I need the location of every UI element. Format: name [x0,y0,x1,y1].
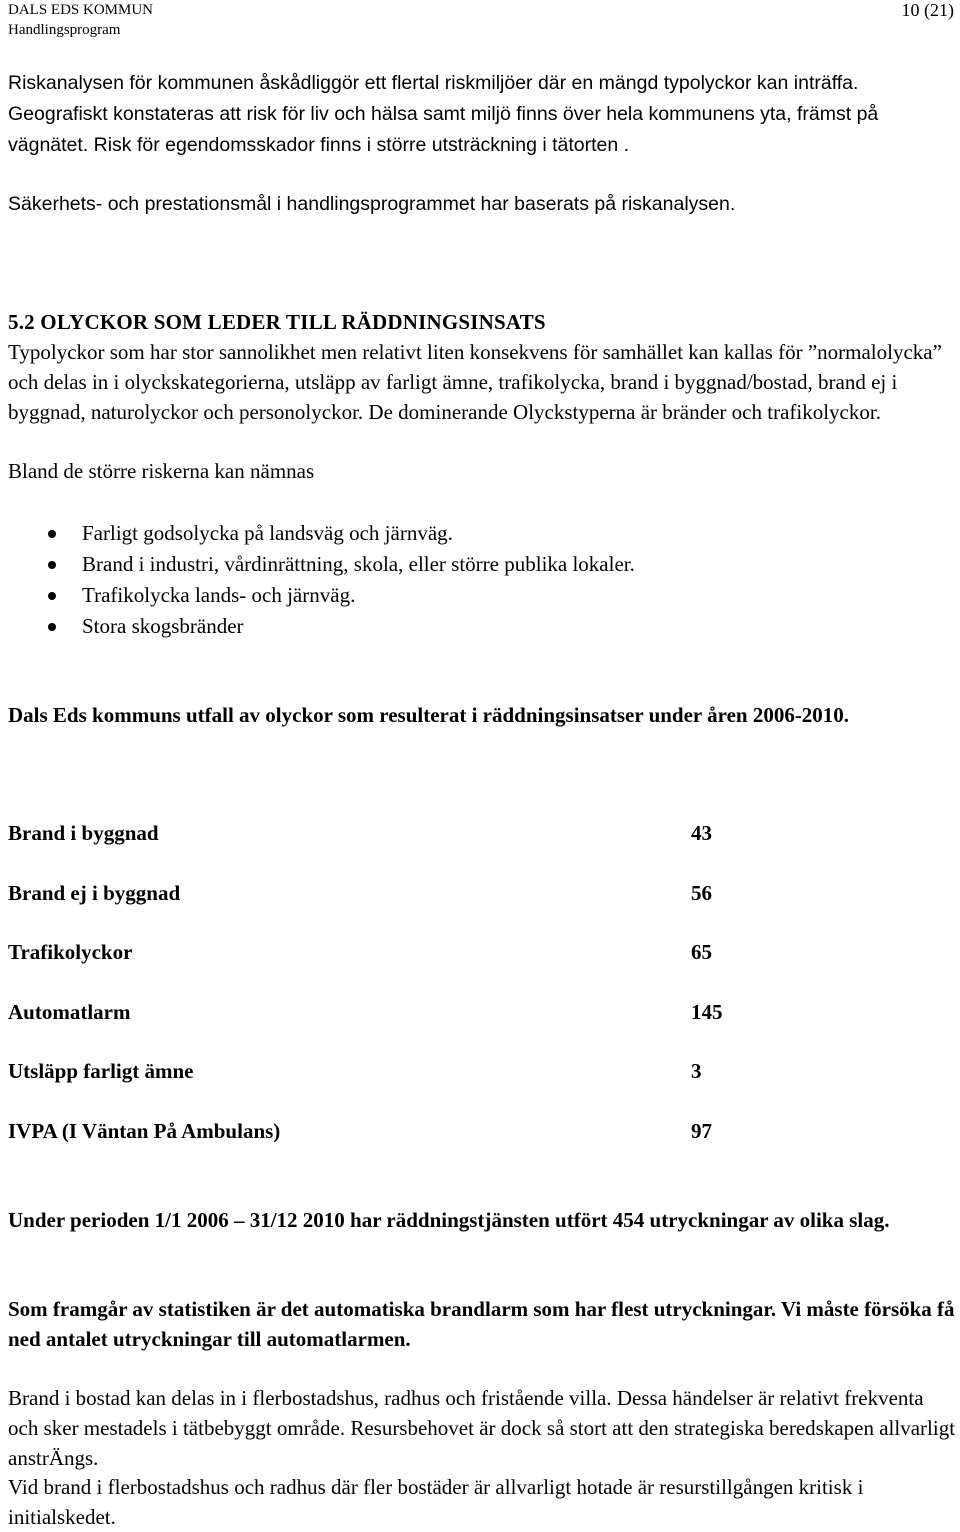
page-header [8,0,954,44]
row-label: Automatlarm [8,1000,131,1024]
row-label: Brand i byggnad [8,821,159,845]
bullet-icon [48,623,56,631]
stats-heading: Dals Eds kommuns utfall av olyckor som resulterat i räddningsinsatser under åren 2006-2010. [8,703,850,727]
header-municipality: DALS EDS KOMMUN [8,2,154,18]
intro-paragraph: Riskanalysen för kommunen åskådliggör ett flertal riskmiljöer där en mängd typolyckor kan inträffa. Geografiskt konstateras att risk för liv och hälsa samt miljö finns över hela kommunens yta, främst på vägnätet. Risk för egendomsskador finns i större utsträckning i tätorten . [8,72,879,156]
section-lead: Bland de större riskerna kan nämnas [8,459,315,483]
table-row [8,818,808,848]
risk-list [8,518,635,642]
section-body: Typolyckor som har stor sannolikhet men relativt liten konsekvens för samhället kan kallas för ”normalolycka” och delas in i olyckskategorierna, utsläpp av farligt ämne, trafikolycka, brand i byggnad/bostad, brand ej i byggnad, naturolyckor och personolyckor. De dominerande Olyckstyperna är bränder och trafikolyckor. [8,340,942,424]
row-value: 3 [691,1059,702,1083]
table-row [8,878,808,908]
list-item-text: Farligt godsolycka på landsväg och järnväg. [82,521,453,545]
list-item-text: Stora skogsbränder [82,614,244,638]
table-row [8,1056,808,1086]
bullet-icon [48,561,56,569]
list-item [8,580,635,611]
list-item-text: Trafikolycka lands- och järnväg. [82,583,356,607]
list-item [8,518,635,549]
intro-paragraph-goals: Säkerhets- och prestationsmål i handlingsprogrammet har baserats på riskanalysen. [8,193,736,215]
table-row [8,937,808,967]
row-value: 145 [691,1000,723,1024]
row-value: 43 [691,821,712,845]
summary-paragraph-automatlarm: Som framgår av statistiken är det automatiska brandlarm som har flest utryckningar. Vi måste försöka få ned antalet utryckningar till automatlarmen. [8,1297,955,1351]
closing-paragraph-flerbostadshus: Vid brand i flerbostadshus och radhus där fler bostäder är allvarligt hotade är resurstillgången kritisk i initialskedet. [8,1475,864,1529]
header-document-name: Handlingsprogram [8,22,121,38]
header-title-block [8,0,153,40]
row-value: 97 [691,1119,712,1143]
bullet-icon [48,530,56,538]
section-heading: 5.2 OLYCKOR SOM LEDER TILL RÄDDNINGSINSATS [8,310,546,334]
table-row [8,1116,808,1146]
list-item [8,611,635,642]
list-item-text: Brand i industri, vårdinrättning, skola, eller större publika lokaler. [82,552,635,576]
list-item [8,549,635,580]
row-label: Brand ej i byggnad [8,881,181,905]
closing-paragraph: Brand i bostad kan delas in i flerbostadshus, radhus och fristående villa. Dessa händelser är relativt frekventa och sker mestadels i tätbebyggt område. Resursbehovet är dock så stort att den strategiska beredskapen allvarligt anstrÄngs. [8,1386,956,1470]
row-label: IVPA (I Väntan På Ambulans) [8,1119,281,1143]
row-label: Utsläpp farligt ämne [8,1059,194,1083]
row-value: 56 [691,881,712,905]
row-value: 65 [691,940,712,964]
page-number: 10 (21) [901,0,954,20]
bullet-icon [48,592,56,600]
table-row [8,997,808,1027]
summary-paragraph: Under perioden 1/1 2006 – 31/12 2010 har räddningstjänsten utfört 454 utryckningar av olika slag. [8,1208,890,1232]
row-label: Trafikolyckor [8,940,133,964]
